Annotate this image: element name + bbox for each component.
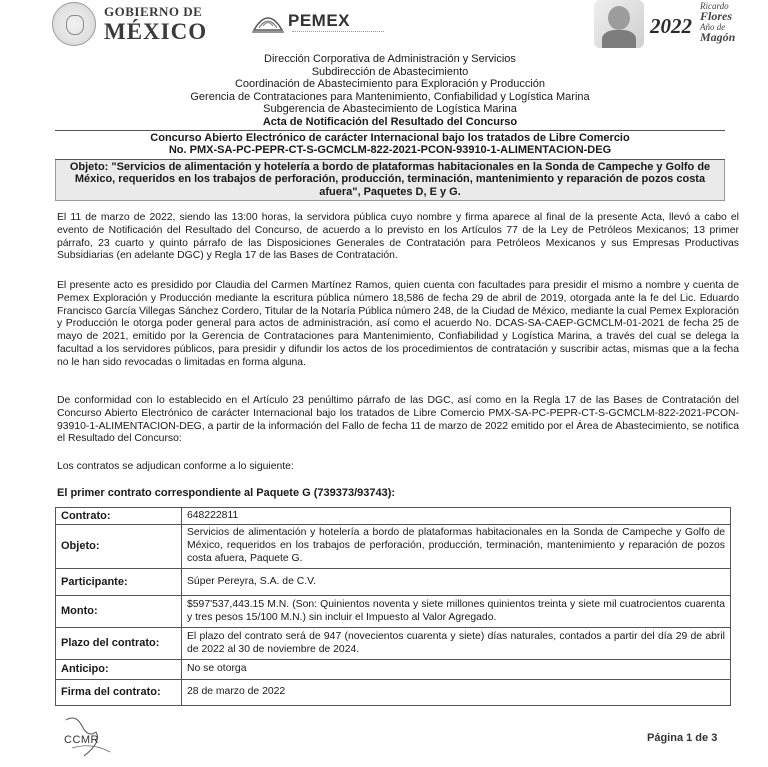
pemex-eagle-icon [250,4,286,36]
heading-line: Coordinación de Abastecimiento para Exploración y Producción [234,78,545,91]
row-value: 28 de marzo de 2022 [182,680,731,706]
year-name [700,1,744,43]
year-badge-logo [594,0,744,48]
initials-text: CCMR [64,734,99,746]
document-heading [120,53,660,129]
gobierno-mexico-logo [52,2,222,46]
concurso-box [55,130,725,201]
paragraph-opening: El 11 de marzo de 2022, siendo las 13:00 horas, la servidora pública cuyo nombre y firma aparece al final de la presente Acta, llevó a cabo el evento de Notificación del Resultado del Concurso, de acuerdo a lo previsto en los Artículos 77 de la Ley de Petróleos Mexicanos; 13 primer párrafo, 23 cuarto y quinto párrafo de las Disposiciones Generales de Contratación para Petróleos Mexicanos y sus Empresas Productivas Subsidiarias (en adelante DGC) y Regla 17 de las Bases de Contratación. [57,212,739,262]
row-value: El plazo del contrato será de 947 (novecientos cuarenta y siete) días naturales, contados a partir del día 29 de abril de 2022 al 30 de noviembre de 2024. [182,628,731,660]
pemex-divider [292,31,384,36]
year-name-2: Magón [700,30,736,44]
national-seal-icon [52,2,96,46]
row-label: Participante: [56,569,182,596]
row-value: Súper Pereyra, S.A. de C.V. [182,569,731,596]
concurso-line1: Concurso Abierto Electrónico de carácter Internacional bajo los tratados de Libre Comercio [150,132,630,144]
row-label: Monto: [56,596,182,628]
table-row [56,680,731,706]
table-row [56,596,731,628]
pemex-name: PEMEX [288,11,351,30]
table-row [56,508,731,525]
year-name-prefix: Año de [700,22,726,32]
gob-line1: GOBIERNO DE [104,4,203,19]
initials-signature [62,712,142,762]
row-value: Servicios de alimentación y hotelería a bordo de plataformas habitacionales en la Sonda de Campeche y Golfo de México, requeridos en los trabajos de perforación, producción, terminación, mantenimiento y reparación de pozos costa afuera, Paquete G. [182,525,731,569]
row-label: Contrato: [56,508,182,525]
row-label: Objeto: [56,525,182,569]
heading-line: Subdirección de Abastecimiento [311,65,469,78]
contract-table [55,507,731,706]
row-value: No se otorga [182,660,731,680]
heading-line: Dirección Corporativa de Administración y Servicios [264,53,516,65]
objeto-text: Objeto: "Servicios de alimentación y hotelería a bordo de plataformas habitacionales en la Sonda de Campeche y Golfo de México, requeridos en los trabajos de perforación, producción, terminación, mantenimiento y reparación de pozos costa afuera", Paquetes D, E y G. [55,160,725,201]
heading-line: Gerencia de Contrataciones para Mantenimiento, Confiabilidad y Logística Marina [190,90,590,103]
year-name-1: Flores [700,9,733,23]
year-badge: 2022 [650,14,692,38]
contract-heading: El primer contrato correspondiente al Paquete G (739373/93743): [57,487,396,499]
concurso-number: No. PMX-SA-PC-PEPR-CT-S-GCMCLM-822-2021-PCON-93910-1-ALIMENTACION-DEG [168,144,612,157]
heading-line: Subgerencia de Abastecimiento de Logística Marina [263,103,517,116]
row-value: 648222811 [182,508,731,525]
row-label: Plazo del contrato: [56,628,182,660]
page-number: Página 1 de 3 [647,732,718,744]
paragraph-presider: El presente acto es presidido por Claudia del Carmen Martínez Ramos, quien cuenta con facultades para presidir el mismo a nombre y cuenta de Pemex Exploración y Producción mediante la escritura pública número 18,586 de fecha 29 de abril de 2019, otorgada ante la fe del Lic. Eduardo Francisco García Villegas Sánchez Cordero, Titular de la Notaría Pública número 248, de la Ciudad de México, mediante la cual Pemex Exploración y Producción le otorga poder general para actos de administración, así como el acuerdo No. DCAS-SA-CAEP-GCMCLM-01-2021 de fecha 25 de mayo de 2021, emitido por la Gerencia de Contrataciones para Mantenimiento, Confiabilidad y Logística Marina, a través del cual se delega la facultad a los servidores públicos, para presidir y difundir los actos de los procedimientos de contratación y suscribir actas, mismas que a la fecha no le han sido revocadas o limitadas en forma alguna. [57,280,739,368]
document-title: Acta de Notificación del Resultado del Concurso [262,115,518,128]
portrait-icon [594,0,644,48]
row-label: Firma del contrato: [56,680,182,706]
row-value: $597'537,443.15 M.N. (Son: Quinientos noventa y siete millones quinientos treinta y siete mil cuatrocientos cuarenta y tres pesos 15/100 M.N.) sin incluir el Impuesto al Valor Agregado. [182,596,731,628]
gob-line2: MÉXICO [104,19,208,44]
pemex-logo [250,2,390,42]
table-row [56,628,731,660]
row-label: Anticipo: [56,660,182,680]
paragraph-adjudication: Los contratos se adjudican conforme a lo siguiente: [57,461,294,472]
table-row [56,525,731,569]
year-name-small: Ricardo [700,1,729,11]
paragraph-conformity: De conformidad con lo establecido en el Artículo 23 penúltimo párrafo de las DGC, así como en la Regla 17 de las Bases de Contratación del Concurso Abierto Electrónico de carácter Internacional bajo los tratados de Libre Comercio PMX-SA-PC-PEPR-CT-S-GCMCLM-822-2021-PCON-93910-1-ALIMENTACION-DEG, a partir de la información del Fallo de fecha 11 de marzo de 2022 emitido por el Área de Abastecimiento, se notifica el Resultado del Concurso: [57,395,739,445]
table-row [56,569,731,596]
table-row [56,660,731,680]
